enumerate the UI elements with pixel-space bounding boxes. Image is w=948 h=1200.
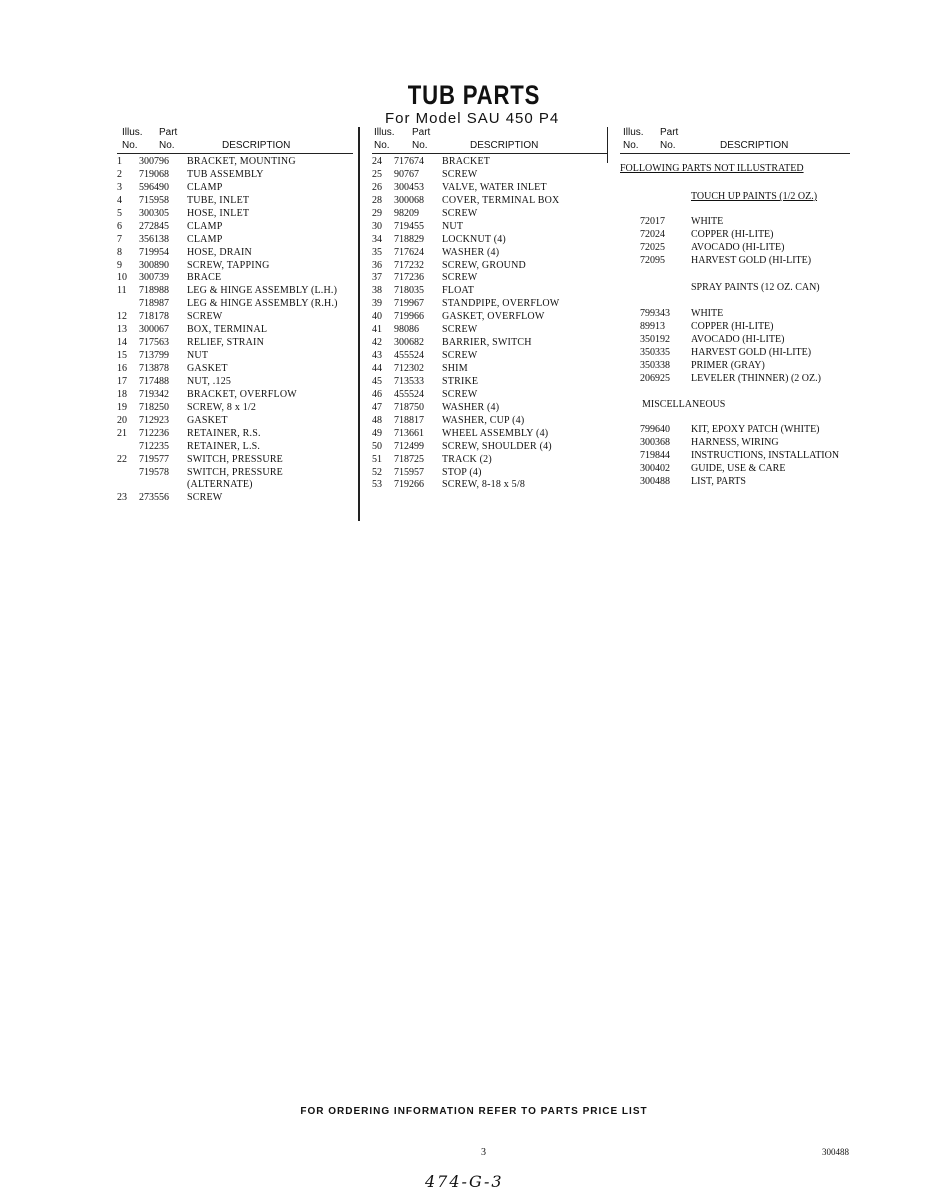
illus-number: 41 <box>372 324 382 336</box>
table-row <box>117 363 353 376</box>
part-description: BRACKET <box>442 156 491 167</box>
part-description: GASKET <box>187 363 228 374</box>
part-number: 717232 <box>394 259 424 271</box>
part-description: SCREW, SHOULDER (4) <box>442 440 552 452</box>
part-description: NUT <box>442 220 464 232</box>
column-header-row-2 <box>620 140 850 154</box>
part-description: COPPER (HI-LITE) <box>691 229 774 240</box>
part-description: SCREW, GROUND <box>442 259 526 271</box>
part-description: SCREW <box>442 272 478 284</box>
part-number: 717624 <box>394 246 424 258</box>
part-number: 718725 <box>394 453 424 465</box>
part-number: 273556 <box>139 492 169 504</box>
illus-number: 35 <box>372 246 382 258</box>
part-description: BRACE <box>187 272 222 284</box>
part-number: 272845 <box>139 220 169 232</box>
part-description: HARVEST GOLD (HI-LITE) <box>691 347 812 358</box>
part-description: (ALTERNATE) <box>187 479 253 491</box>
illus-number: 50 <box>372 440 382 452</box>
part-number: 718750 <box>394 401 424 413</box>
table-row <box>372 441 607 454</box>
part-description: SCREW <box>442 168 478 180</box>
part-description: TRACK (2) <box>442 453 492 465</box>
part-number: 718035 <box>394 285 424 297</box>
part-description: WASHER (4) <box>442 401 500 413</box>
part-description: LOCKNUT (4) <box>442 233 506 245</box>
column-header-row-2 <box>372 140 607 154</box>
part-description: SCREW <box>187 492 223 504</box>
table-row <box>117 441 353 454</box>
table-row <box>372 324 607 337</box>
part-no-header: No. <box>660 140 676 151</box>
illus-number: 9 <box>117 259 122 271</box>
part-description: FLOAT <box>442 285 475 297</box>
part-number: 89913 <box>640 321 665 332</box>
part-number: 719578 <box>139 466 169 478</box>
spray-paints-heading: SPRAY PAINTS (12 OZ. CAN) <box>691 282 820 293</box>
miscellaneous-heading: MISCELLANEOUS <box>642 399 726 410</box>
part-description: GUIDE, USE & CARE <box>691 463 786 474</box>
illus-number: 1 <box>117 156 122 167</box>
part-number: 455524 <box>394 350 424 362</box>
part-number: 719844 <box>640 450 670 461</box>
part-description: AVOCADO (HI-LITE) <box>691 242 785 253</box>
table-row <box>117 415 353 428</box>
part-number: 350192 <box>640 334 670 345</box>
illus-number: 5 <box>117 207 122 219</box>
illus-number: 44 <box>372 363 382 374</box>
parts-list-2 <box>372 156 607 492</box>
part-number: 719455 <box>394 220 424 232</box>
part-number: 300402 <box>640 463 670 474</box>
part-number: 717488 <box>139 375 169 387</box>
table-row <box>372 272 607 285</box>
part-header: Part <box>412 127 431 138</box>
part-number: 713661 <box>394 427 424 439</box>
model-subtitle: For Model SAU 450 P4 <box>385 110 560 127</box>
part-description: RELIEF, STRAIN <box>187 337 264 349</box>
page-title: TUB PARTS <box>407 80 541 110</box>
part-description: LIST, PARTS <box>691 476 746 487</box>
part-description: AVOCADO (HI-LITE) <box>691 334 785 345</box>
illus-no-header: No. <box>122 140 138 151</box>
table-row <box>117 208 353 221</box>
part-number: 719954 <box>139 246 169 258</box>
illus-number: 34 <box>372 233 382 245</box>
table-row <box>117 298 353 311</box>
part-description: KIT, EPOXY PATCH (WHITE) <box>691 424 820 435</box>
part-number: 72095 <box>640 255 665 266</box>
table-row <box>117 337 353 350</box>
column-header-row-1 <box>117 127 353 140</box>
table-row <box>117 195 353 208</box>
part-number: 300682 <box>394 337 424 349</box>
part-description: SCREW, TAPPING <box>187 259 270 271</box>
part-number: 300739 <box>139 272 169 284</box>
part-description: STOP (4) <box>442 466 482 478</box>
table-row <box>117 247 353 260</box>
part-description: BRACKET, OVERFLOW <box>187 388 297 400</box>
illus-number: 6 <box>117 220 122 232</box>
part-number: 455524 <box>394 388 424 400</box>
part-number: 719068 <box>139 168 169 180</box>
part-description: NUT <box>187 350 209 362</box>
part-description: WASHER (4) <box>442 246 500 258</box>
part-number: 300068 <box>394 194 424 206</box>
part-number: 72017 <box>640 216 665 227</box>
part-description: SCREW, 8-18 x 5/8 <box>442 479 526 491</box>
table-row <box>117 169 353 182</box>
illus-header: Illus. <box>122 127 143 138</box>
parts-column-1 <box>117 127 353 505</box>
part-description: BARRIER, SWITCH <box>442 337 532 349</box>
part-number: 712235 <box>139 440 169 452</box>
table-row <box>372 156 607 169</box>
illus-number: 2 <box>117 168 122 180</box>
illus-number: 8 <box>117 246 122 258</box>
illus-number: 15 <box>117 350 127 362</box>
part-description: COPPER (HI-LITE) <box>691 321 774 332</box>
part-number: 718987 <box>139 298 169 310</box>
illus-number: 53 <box>372 479 382 491</box>
table-row <box>372 234 607 247</box>
part-description: SCREW <box>442 324 478 336</box>
illus-number: 21 <box>117 427 127 439</box>
illus-no-header: No. <box>374 140 390 151</box>
page-number: 3 <box>481 1147 486 1158</box>
part-description: HARNESS, WIRING <box>691 437 779 448</box>
part-number: 718829 <box>394 233 424 245</box>
part-description: GASKET, OVERFLOW <box>442 311 545 323</box>
part-number: 300796 <box>139 156 169 167</box>
table-row <box>117 285 353 298</box>
part-description: STRIKE <box>442 375 479 387</box>
table-row <box>117 324 353 337</box>
part-description: VALVE, WATER INLET <box>442 181 547 193</box>
part-description: SCREW, 8 x 1/2 <box>187 401 257 413</box>
part-number: 713799 <box>139 350 169 362</box>
table-row <box>372 311 607 324</box>
illus-number: 47 <box>372 401 382 413</box>
illus-number: 19 <box>117 401 127 413</box>
part-description: CLAMP <box>187 233 223 245</box>
table-row <box>117 376 353 389</box>
table-row <box>372 247 607 260</box>
touch-up-paints-heading: TOUCH UP PAINTS (1/2 OZ.) <box>691 191 818 202</box>
table-row <box>117 454 353 467</box>
part-description: TUB ASSEMBLY <box>187 168 264 180</box>
illus-number: 7 <box>117 233 122 245</box>
illus-number: 26 <box>372 181 382 193</box>
table-row <box>372 285 607 298</box>
table-row <box>372 169 607 182</box>
column-divider <box>358 127 360 521</box>
part-number: 300453 <box>394 181 424 193</box>
illus-number: 38 <box>372 285 382 297</box>
part-number: 799343 <box>640 308 670 319</box>
part-description: INSTRUCTIONS, INSTALLATION <box>691 450 840 461</box>
part-number: 300368 <box>640 437 670 448</box>
part-number: 713533 <box>394 375 424 387</box>
part-description: LEG & HINGE ASSEMBLY (L.H.) <box>187 285 338 297</box>
illus-number: 48 <box>372 414 382 426</box>
table-row <box>372 298 607 311</box>
table-row <box>117 156 353 169</box>
part-number: 712236 <box>139 427 169 439</box>
column-divider-short <box>607 127 608 163</box>
part-description: STANDPIPE, OVERFLOW <box>442 298 560 310</box>
table-row <box>372 376 607 389</box>
part-number: 206925 <box>640 373 670 384</box>
part-description: SCREW <box>442 350 478 362</box>
part-number: 719966 <box>394 311 424 323</box>
illus-no-header: No. <box>623 140 639 151</box>
table-row <box>117 389 353 402</box>
illus-number: 18 <box>117 388 127 400</box>
part-description: BOX, TERMINAL <box>187 324 268 336</box>
ordering-info-footer: FOR ORDERING INFORMATION REFER TO PARTS PRICE LIST <box>300 1106 648 1117</box>
parts-list-1 <box>117 156 353 505</box>
illus-number: 28 <box>372 194 382 206</box>
illus-number: 45 <box>372 375 382 387</box>
table-row <box>372 389 607 402</box>
part-number: 718817 <box>394 414 424 426</box>
part-description: WHITE <box>691 216 724 227</box>
part-description: PRIMER (GRAY) <box>691 360 765 371</box>
part-number: 712923 <box>139 414 169 426</box>
part-number: 719967 <box>394 298 424 310</box>
parts-column-3 <box>620 127 850 154</box>
table-row <box>117 272 353 285</box>
table-row <box>372 402 607 415</box>
illus-number: 16 <box>117 363 127 374</box>
illus-number: 52 <box>372 466 382 478</box>
column-header-row-2 <box>117 140 353 154</box>
illus-number: 17 <box>117 375 127 387</box>
part-number: 717563 <box>139 337 169 349</box>
illus-number: 43 <box>372 350 382 362</box>
table-row <box>372 467 607 480</box>
illus-header: Illus. <box>374 127 395 138</box>
illus-number: 29 <box>372 207 382 219</box>
table-row <box>372 337 607 350</box>
table-row <box>117 350 353 363</box>
illus-number: 42 <box>372 337 382 349</box>
part-number: 596490 <box>139 181 169 193</box>
part-description: SCREW <box>442 207 478 219</box>
document-number: 300488 <box>822 1147 849 1157</box>
part-header: Part <box>660 127 679 138</box>
description-header: DESCRIPTION <box>470 140 539 151</box>
part-description: WHEEL ASSEMBLY (4) <box>442 427 549 439</box>
part-description: CLAMP <box>187 181 223 193</box>
illus-number: 10 <box>117 272 127 284</box>
table-row <box>117 402 353 415</box>
part-number: 350338 <box>640 360 670 371</box>
illus-number: 36 <box>372 259 382 271</box>
part-description: NUT, .125 <box>187 375 232 387</box>
description-header: DESCRIPTION <box>720 140 789 151</box>
illus-number: 22 <box>117 453 127 465</box>
part-description: SCREW <box>187 311 223 323</box>
column-header-row-1 <box>372 127 607 140</box>
illus-number: 46 <box>372 388 382 400</box>
part-number: 719577 <box>139 453 169 465</box>
part-description: RETAINER, R.S. <box>187 427 261 439</box>
part-description: BRACKET, MOUNTING <box>187 156 296 167</box>
table-row <box>117 467 353 480</box>
illus-number: 13 <box>117 324 127 336</box>
part-description: HOSE, INLET <box>187 207 250 219</box>
part-no-header: No. <box>412 140 428 151</box>
part-number: 718250 <box>139 401 169 413</box>
part-description: GASKET <box>187 414 228 426</box>
parts-column-2 <box>372 127 607 492</box>
part-number: 713878 <box>139 363 169 374</box>
part-number: 300305 <box>139 207 169 219</box>
part-description: SHIM <box>442 363 468 374</box>
part-description: SCREW <box>442 388 478 400</box>
part-number: 712499 <box>394 440 424 452</box>
illus-number: 40 <box>372 311 382 323</box>
part-description: CLAMP <box>187 220 223 232</box>
illus-number: 12 <box>117 311 127 323</box>
part-header: Part <box>159 127 178 138</box>
not-illustrated-heading: FOLLOWING PARTS NOT ILLUSTRATED <box>620 163 804 174</box>
table-row <box>372 221 607 234</box>
part-description: HOSE, DRAIN <box>187 246 252 258</box>
part-number: 98086 <box>394 324 419 336</box>
part-number: 715958 <box>139 194 169 206</box>
table-row <box>372 260 607 273</box>
part-number: 90767 <box>394 168 419 180</box>
part-number: 718988 <box>139 285 169 297</box>
description-header: DESCRIPTION <box>222 140 291 151</box>
table-row <box>372 415 607 428</box>
part-number: 717674 <box>394 156 424 167</box>
illus-number: 14 <box>117 337 127 349</box>
table-row <box>372 350 607 363</box>
part-no-header: No. <box>159 140 175 151</box>
illus-number: 11 <box>117 285 127 297</box>
illus-number: 51 <box>372 453 382 465</box>
table-row <box>372 195 607 208</box>
table-row <box>117 492 353 505</box>
illus-number: 4 <box>117 194 122 206</box>
part-number: 356138 <box>139 233 169 245</box>
part-number: 350335 <box>640 347 670 358</box>
part-number: 718178 <box>139 311 169 323</box>
part-number: 300890 <box>139 259 169 271</box>
part-description: WASHER, CUP (4) <box>442 414 525 426</box>
table-row <box>117 221 353 234</box>
table-row <box>117 428 353 441</box>
illus-number: 39 <box>372 298 382 310</box>
table-row <box>117 182 353 195</box>
table-row <box>372 479 607 492</box>
part-number: 719266 <box>394 479 424 491</box>
part-description: TUBE, INLET <box>187 194 250 206</box>
part-number: 98209 <box>394 207 419 219</box>
part-number: 72025 <box>640 242 665 253</box>
illus-number: 23 <box>117 492 127 504</box>
handwritten-note: 474-G-3 <box>425 1172 504 1191</box>
table-row <box>372 428 607 441</box>
part-number: 300067 <box>139 324 169 336</box>
part-description: SWITCH, PRESSURE <box>187 453 283 465</box>
part-number: 719342 <box>139 388 169 400</box>
illus-number: 49 <box>372 427 382 439</box>
part-description: RETAINER, L.S. <box>187 440 261 452</box>
part-description: SWITCH, PRESSURE <box>187 466 283 478</box>
illus-header: Illus. <box>623 127 644 138</box>
part-description: HARVEST GOLD (HI-LITE) <box>691 255 812 266</box>
part-number: 717236 <box>394 272 424 284</box>
part-number: 72024 <box>640 229 665 240</box>
illus-number: 20 <box>117 414 127 426</box>
part-number: 715957 <box>394 466 424 478</box>
illus-number: 3 <box>117 181 122 193</box>
part-description: LEVELER (THINNER) (2 OZ.) <box>691 373 821 384</box>
illus-number: 30 <box>372 220 382 232</box>
table-row <box>372 363 607 376</box>
table-row <box>117 260 353 273</box>
table-row <box>117 234 353 247</box>
illus-number: 37 <box>372 272 382 284</box>
table-row <box>372 454 607 467</box>
part-number: 799640 <box>640 424 670 435</box>
part-description: WHITE <box>691 308 724 319</box>
illus-number: 24 <box>372 156 382 167</box>
column-header-row-1 <box>620 127 850 140</box>
part-description: COVER, TERMINAL BOX <box>442 194 560 206</box>
table-row <box>117 311 353 324</box>
table-row <box>372 182 607 195</box>
illus-number: 25 <box>372 168 382 180</box>
part-description: LEG & HINGE ASSEMBLY (R.H.) <box>187 298 338 310</box>
part-number: 712302 <box>394 363 424 374</box>
table-row <box>372 208 607 221</box>
part-number: 300488 <box>640 476 670 487</box>
table-row <box>117 479 353 492</box>
